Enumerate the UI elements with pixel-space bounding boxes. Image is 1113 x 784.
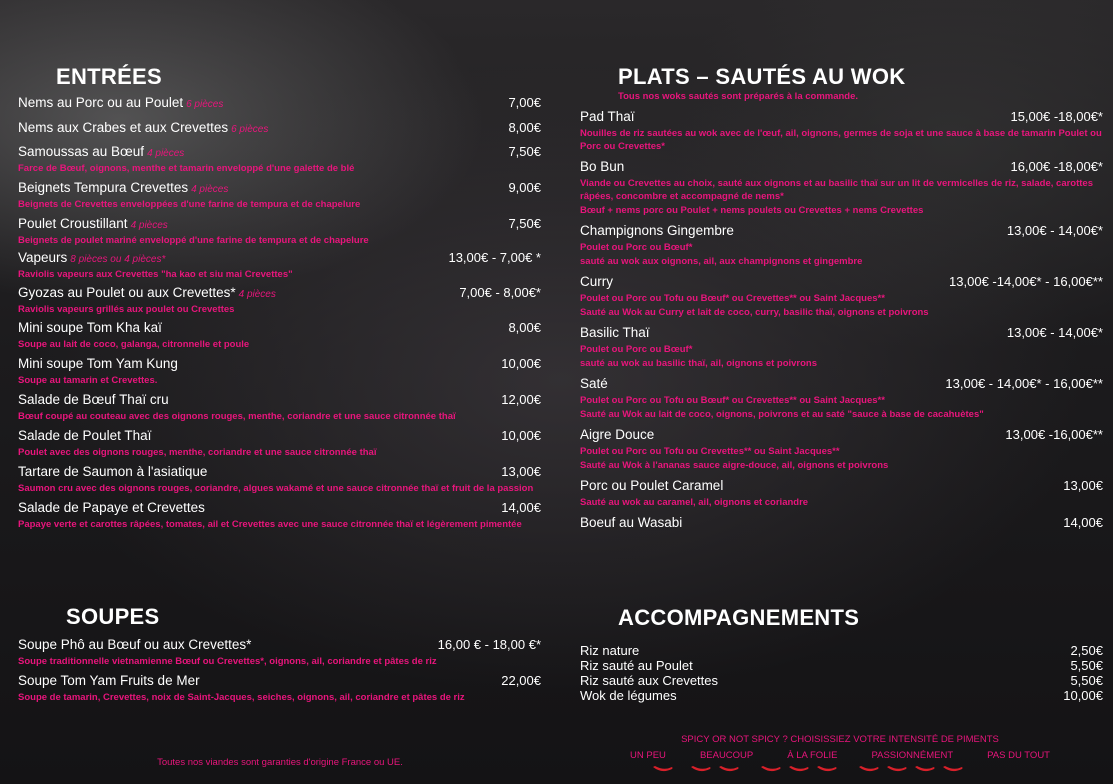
menu-item-price: 7,50€	[508, 216, 541, 231]
entrees-title: ENTRÉES	[56, 64, 163, 89]
menu-item	[580, 324, 1103, 370]
menu-item-pieces: 8 pièces ou 4 pièces*	[70, 254, 166, 265]
menu-item-description: Raviolis vapeurs grillés aux poulet ou Crevettes	[18, 304, 235, 315]
spicy-level: PAS DU TOUT	[987, 750, 1050, 761]
chili-icon	[914, 765, 936, 773]
menu-item-name: Beignets Tempura Crevettes	[18, 180, 189, 195]
menu-item-row	[18, 636, 541, 654]
menu-item	[580, 222, 1103, 268]
chili-group	[690, 765, 740, 773]
menu-item-name-group	[18, 672, 200, 690]
menu-item-name-group	[18, 143, 184, 161]
plats-subtitle: Tous nos woks sautés sont préparés à la commande.	[618, 91, 859, 102]
menu-item-name: Salade de Bœuf Thaï cru	[18, 392, 169, 407]
menu-item-description: Soupe traditionnelle vietnamienne Bœuf ou Crevettes*, oignons, ail, coriandre et pâtes de riz	[18, 656, 437, 667]
entrees-list	[18, 94, 541, 531]
menu-item	[18, 427, 541, 459]
menu-item-price: 13,00€	[501, 464, 541, 479]
menu-item	[18, 249, 541, 281]
menu-item-price: 9,00€	[508, 180, 541, 195]
menu-item-row	[580, 324, 1103, 342]
menu-item-name: Samoussas au Bœuf	[18, 144, 145, 159]
menu-item-row	[18, 672, 541, 690]
menu-item-name-group	[580, 273, 613, 291]
menu-item-price: 7,00€	[508, 95, 541, 110]
menu-item-description: Soupe au tamarin et Crevettes.	[18, 375, 158, 386]
side-item-price: 10,00€	[1063, 688, 1103, 703]
menu-item-name-group	[580, 324, 650, 342]
menu-item-name-group	[18, 391, 169, 409]
accompagnements-title: ACCOMPAGNEMENTS	[618, 605, 860, 630]
menu-item-description: Sauté au Wok au lait de coco, oignons, poivrons et au saté "sauce à base de cacahuètes"	[580, 409, 984, 420]
side-item	[580, 643, 1103, 658]
menu-item-name: Salade de Papaye et Crevettes	[18, 500, 205, 515]
menu-item-pieces: 4 pièces	[130, 220, 168, 231]
menu-item-name: Porc ou Poulet Caramel	[580, 478, 724, 493]
menu-item-name: Bo Bun	[580, 159, 625, 174]
chili-icon	[942, 765, 964, 773]
menu-item-row	[18, 319, 541, 337]
menu-item	[580, 158, 1103, 217]
menu-item-description: Farce de Bœuf, oignons, menthe et tamarin enveloppé d'une galette de blé	[18, 163, 355, 174]
menu-item-price: 15,00€ -18,00€*	[1010, 109, 1103, 124]
menu-item-name-group	[580, 426, 654, 444]
menu-item-name: Soupe Tom Yam Fruits de Mer	[18, 673, 200, 688]
menu-item-description: Sauté au Wok à l'ananas sauce aigre-douce, ail, oignons et poivrons	[580, 460, 889, 471]
spicy-level: À LA FOLIE	[787, 750, 838, 761]
menu-item-name: Vapeurs	[18, 250, 68, 265]
menu-item-row	[18, 391, 541, 409]
menu-item-description: Beignets de Crevettes enveloppées d'une farine de tempura et de chapelure	[18, 199, 361, 210]
menu-item-row	[18, 143, 541, 161]
menu-item-name: Basilic Thaï	[580, 325, 650, 340]
menu-item	[18, 143, 541, 175]
menu-item-name-group	[18, 249, 165, 267]
menu-item-description: Viande ou Crevettes au choix, sauté aux oignons et au basilic thaï sur un lit de vermicelles de riz, salade, carottes râpées, concombre et accompagné de nems*	[580, 178, 1093, 202]
menu-item-row	[18, 463, 541, 481]
menu-item-price: 13,00€ - 14,00€* - 16,00€**	[945, 376, 1103, 391]
menu-item-description: Poulet ou Porc ou Tofu ou Bœuf* ou Crevettes** ou Saint Jacques**	[580, 395, 885, 406]
menu-item-description: Poulet avec des oignons rouges, menthe, coriandre et une sauce citronnée thaï	[18, 447, 377, 458]
menu-item-name: Pad Thaï	[580, 109, 635, 124]
menu-item-name-group	[580, 222, 734, 240]
menu-item-name-group	[580, 375, 608, 393]
plats-list	[580, 108, 1103, 532]
accompagnements-list	[580, 643, 1103, 703]
menu-item-row	[18, 119, 541, 137]
chili-group	[858, 765, 964, 773]
menu-item-description: Poulet ou Porc ou Tofu ou Bœuf* ou Crevettes** ou Saint Jacques**	[580, 293, 885, 304]
menu-item-name: Gyozas au Poulet ou aux Crevettes*	[18, 285, 236, 300]
menu-item	[580, 108, 1103, 153]
menu-item-row	[580, 108, 1103, 126]
menu-item-price: 22,00€	[501, 673, 541, 688]
menu-item-name-group	[580, 477, 723, 495]
menu-item-name-group	[18, 636, 251, 654]
menu-item-name: Champignons Gingembre	[580, 223, 734, 238]
spicy-title: SPICY OR NOT SPICY ? CHOISISSIEZ VOTRE INTENSITÉ DE PIMENTS	[681, 734, 999, 745]
chili-icon	[760, 765, 782, 773]
menu-item-description: Soupe de tamarin, Crevettes, noix de Saint-Jacques, seiches, oignons, ail, coriandre et pâtes de riz	[18, 692, 465, 703]
origin-footer: Toutes nos viandes sont garanties d'origine France ou UE.	[157, 757, 403, 768]
menu-item-price: 13,00€ -14,00€* - 16,00€**	[949, 274, 1103, 289]
menu-item-price: 10,00€	[501, 356, 541, 371]
chili-icon	[652, 765, 674, 773]
menu-item-price: 13,00€ - 7,00€ *	[448, 250, 541, 265]
menu-item-name-group	[18, 94, 223, 112]
menu-item-row	[18, 94, 541, 112]
menu-item-description: Poulet ou Porc ou Bœuf*	[580, 344, 693, 355]
side-item-name: Riz sauté au Poulet	[580, 658, 693, 673]
menu-item-price: 8,00€	[508, 320, 541, 335]
menu-item	[18, 355, 541, 387]
menu-item-row	[18, 284, 541, 302]
menu-item-description: Bœuf coupé au couteau avec des oignons rouges, menthe, coriandre et une sauce citronnée thaï	[18, 411, 456, 422]
menu-item-row	[18, 355, 541, 373]
menu-item	[18, 672, 541, 704]
chili-group	[652, 765, 674, 773]
menu-item-price: 13,00€ -16,00€**	[1005, 427, 1103, 442]
side-item-name: Riz nature	[580, 643, 640, 658]
menu-item-name: Curry	[580, 274, 613, 289]
menu-item-row	[580, 222, 1103, 240]
menu-item-description: sauté au wok au basilic thaï, ail, oignons et poivrons	[580, 358, 818, 369]
menu-item-description: sauté au wok aux oignons, ail, aux champignons et gingembre	[580, 256, 863, 267]
menu-item	[580, 273, 1103, 319]
menu-item-name-group	[580, 514, 682, 532]
side-item-name: Riz sauté aux Crevettes	[580, 673, 719, 688]
menu-item	[580, 426, 1103, 472]
menu-item-description: Sauté au Wok au Curry et lait de coco, curry, basilic thaï, oignons et poivrons	[580, 307, 929, 318]
spicy-levels	[630, 750, 1050, 761]
menu-item-price: 12,00€	[501, 392, 541, 407]
menu-item	[18, 463, 541, 495]
menu-item-description: Soupe au lait de coco, galanga, citronnelle et poule	[18, 339, 250, 350]
menu-item-name: Salade de Poulet Thaï	[18, 428, 152, 443]
chili-icon	[690, 765, 712, 773]
menu-item-row	[18, 427, 541, 445]
menu-item-name: Aigre Douce	[580, 427, 655, 442]
menu-item-description: Poulet ou Porc ou Tofu ou Crevettes** ou Saint Jacques**	[580, 446, 840, 457]
menu-item-description: Nouilles de riz sautées au wok avec de l'œuf, ail, oignons, germes de soja et une sauce à base de tamarin Poulet ou Porc ou Crevettes*	[580, 128, 1102, 152]
menu-item-pieces: 4 pièces	[191, 184, 229, 195]
menu-item-description: Bœuf + nems porc ou Poulet + nems poulets ou Crevettes + nems Crevettes	[580, 205, 924, 216]
menu-item-name-group	[18, 215, 168, 233]
chili-icon	[816, 765, 838, 773]
menu-item-row	[580, 158, 1103, 176]
menu-item	[580, 375, 1103, 421]
spicy-level: UN PEU	[630, 750, 666, 761]
menu-item-row	[580, 514, 1103, 532]
side-item	[580, 688, 1103, 703]
menu-item-price: 13,00€	[1063, 478, 1103, 493]
menu-item-price: 16,00 € - 18,00 €*	[437, 637, 541, 652]
menu-item-pieces: 6 pièces	[186, 99, 224, 110]
menu-item-name-group	[18, 463, 207, 481]
menu-item	[18, 391, 541, 423]
menu-item-pieces: 6 pièces	[231, 124, 269, 135]
menu-item-pieces: 4 pièces	[147, 148, 185, 159]
menu-item-price: 14,00€	[1063, 515, 1103, 530]
menu-item-row	[580, 426, 1103, 444]
menu-item-description: Saumon cru avec des oignons rouges, coriandre, algues wakamé et une sauce citronnée thaï et fruit de la passion	[18, 483, 534, 494]
menu-item	[18, 119, 541, 137]
side-item-price: 5,50€	[1070, 658, 1103, 673]
menu-item-row	[580, 273, 1103, 291]
side-item-price: 2,50€	[1070, 643, 1103, 658]
menu-item-description: Papaye verte et carottes râpées, tomates, ail et Crevettes avec une sauce citronnée thaï et légèrement pimentée	[18, 519, 522, 530]
menu-item-price: 14,00€	[501, 500, 541, 515]
menu-item-price: 13,00€ - 14,00€*	[1006, 223, 1103, 238]
spicy-level: BEAUCOUP	[699, 750, 754, 761]
menu-item	[18, 499, 541, 531]
menu-item-price: 7,00€ - 8,00€*	[459, 285, 541, 300]
menu-item-name: Boeuf au Wasabi	[580, 515, 683, 530]
menu-item-name: Poulet Croustillant	[18, 216, 128, 231]
menu-item-name: Tartare de Saumon à l'asiatique	[18, 464, 208, 479]
menu-item-row	[18, 179, 541, 197]
menu-item-name: Nems aux Crabes et aux Crevettes	[18, 120, 229, 135]
menu-item-row	[18, 499, 541, 517]
menu-item-name-group	[580, 108, 635, 126]
soupes-list	[18, 636, 541, 704]
menu-item-description: Beignets de poulet mariné enveloppé d'une farine de tempura et de chapelure	[18, 235, 369, 246]
menu-item-pieces: 4 pièces	[238, 289, 276, 300]
menu-item	[18, 94, 541, 112]
menu-item-name: Saté	[580, 376, 608, 391]
chili-icon	[718, 765, 740, 773]
menu-item-description: Sauté au wok au caramel, ail, oignons et coriandre	[580, 497, 809, 508]
menu-item-price: 10,00€	[501, 428, 541, 443]
menu-item	[18, 636, 541, 668]
menu-item-name-group	[18, 427, 151, 445]
menu-item-name: Mini soupe Tom Kha kaï	[18, 320, 162, 335]
menu-item-name: Soupe Phô au Bœuf ou aux Crevettes*	[18, 637, 252, 652]
menu-item-row	[580, 375, 1103, 393]
chili-group	[760, 765, 838, 773]
soupes-title: SOUPES	[66, 604, 160, 629]
menu-item	[18, 319, 541, 351]
menu-item-price: 13,00€ - 14,00€*	[1006, 325, 1103, 340]
plats-title: PLATS – SAUTÉS AU WOK	[618, 64, 906, 89]
chili-icon	[886, 765, 908, 773]
menu-item-name-group	[580, 158, 624, 176]
menu-item	[580, 514, 1103, 532]
menu-item-name-group	[18, 499, 205, 517]
menu-item-name-group	[18, 179, 228, 197]
spicy-level: PASSIONNÉMENT	[871, 750, 954, 761]
chili-icon	[858, 765, 880, 773]
menu-item-price: 8,00€	[508, 120, 541, 135]
menu-item-name-group	[18, 119, 268, 137]
menu-item-description: Raviolis vapeurs aux Crevettes "ha kao et siu mai Crevettes"	[18, 269, 293, 280]
menu-item-name: Nems au Porc ou au Poulet	[18, 95, 184, 110]
menu-item-row	[18, 215, 541, 233]
side-item-name: Wok de légumes	[580, 688, 677, 703]
menu-item-name-group	[18, 319, 162, 337]
menu-item-name-group	[18, 284, 276, 302]
menu-item	[18, 215, 541, 247]
menu-item-price: 7,50€	[508, 144, 541, 159]
menu-item-description: Poulet ou Porc ou Bœuf*	[580, 242, 693, 253]
menu-item-row	[580, 477, 1103, 495]
menu-item	[18, 179, 541, 211]
chili-icon	[788, 765, 810, 773]
side-item	[580, 673, 1103, 688]
menu-item-name-group	[18, 355, 178, 373]
menu-item-row	[18, 249, 541, 267]
menu-item-price: 16,00€ -18,00€*	[1010, 159, 1103, 174]
menu-item	[18, 284, 541, 316]
menu-item	[580, 477, 1103, 509]
side-item-price: 5,50€	[1070, 673, 1103, 688]
side-item	[580, 658, 1103, 673]
menu-item-name: Mini soupe Tom Yam Kung	[18, 356, 178, 371]
